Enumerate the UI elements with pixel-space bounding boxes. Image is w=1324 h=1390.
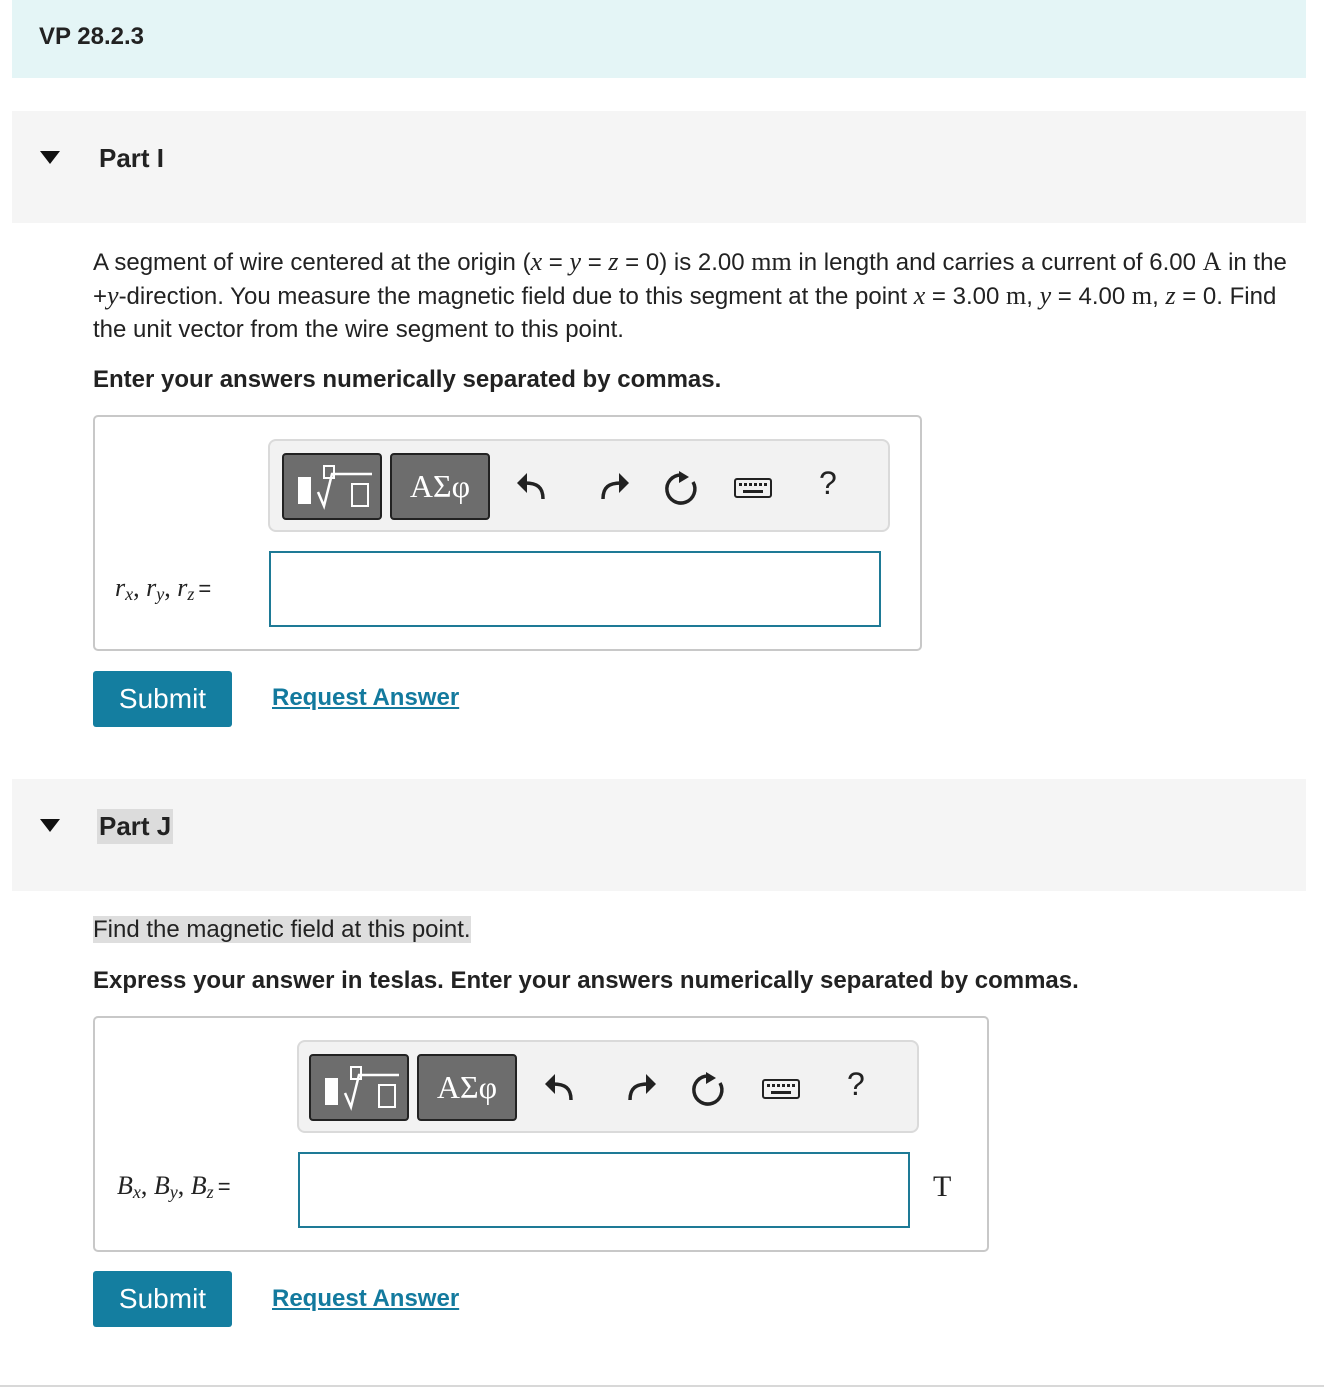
part-i-math-toolbar bbox=[268, 439, 890, 532]
bottom-divider bbox=[0, 1385, 1324, 1387]
redo-icon[interactable] bbox=[620, 1070, 660, 1110]
help-button[interactable]: ? bbox=[847, 1066, 865, 1102]
undo-icon[interactable] bbox=[541, 1070, 581, 1110]
collapse-triangle-icon[interactable] bbox=[40, 819, 60, 832]
part-i-answer-input[interactable] bbox=[269, 551, 881, 627]
part-j-math-toolbar bbox=[297, 1040, 919, 1133]
symbols-button[interactable]: ΑΣφ bbox=[390, 453, 490, 520]
reset-icon[interactable] bbox=[688, 1070, 728, 1110]
part-j-instruction: Express your answer in teslas. Enter your answers numerically separated by commas. bbox=[93, 967, 1079, 994]
part-j-request-answer-link[interactable]: Request Answer bbox=[272, 1285, 460, 1312]
part-j-answer-label: $B_x$, $B_y$, $B_z$ = bbox=[117, 1171, 231, 1203]
part-j-answer-input[interactable] bbox=[298, 1152, 910, 1228]
reset-icon[interactable] bbox=[661, 469, 701, 509]
templates-button[interactable] bbox=[282, 453, 382, 520]
part-i-answer-label: $r_x$, $r_y$, $r_z$ = bbox=[115, 573, 212, 605]
part-i-header[interactable] bbox=[12, 111, 1306, 223]
part-i-instruction: Enter your answers numerically separated by commas. bbox=[93, 366, 722, 393]
part-i-title: Part I bbox=[99, 143, 165, 173]
part-j-submit-button[interactable]: Submit bbox=[93, 1271, 232, 1327]
keyboard-icon[interactable] bbox=[733, 469, 773, 509]
part-i-answer-box bbox=[93, 415, 922, 651]
problem-title-bar bbox=[12, 0, 1306, 78]
symbols-button[interactable]: ΑΣφ bbox=[417, 1054, 517, 1121]
collapse-triangle-icon[interactable] bbox=[40, 151, 60, 164]
part-j-title: Part J bbox=[97, 809, 173, 844]
keyboard-icon[interactable] bbox=[761, 1070, 801, 1110]
help-button[interactable]: ? bbox=[819, 465, 837, 501]
part-j-question: Find the magnetic field at this point. bbox=[93, 916, 471, 943]
undo-icon[interactable] bbox=[513, 469, 553, 509]
templates-button[interactable] bbox=[309, 1054, 409, 1121]
part-i-submit-button[interactable]: Submit bbox=[93, 671, 232, 727]
part-j-header[interactable] bbox=[12, 779, 1306, 891]
part-j-unit: T bbox=[933, 1170, 952, 1203]
part-i-request-answer-link[interactable]: Request Answer bbox=[272, 684, 460, 711]
redo-icon[interactable] bbox=[593, 469, 633, 509]
part-j-answer-box bbox=[93, 1016, 989, 1252]
problem-title: VP 28.2.3 bbox=[39, 23, 144, 50]
part-i-question: A segment of wire centered at the origin (x = y = z = 0) is 2.00 mm in length and carries a current of 6.00 A in the +y-direction. You measure the magnetic field due to this segment at the point x = 3.00 m, y = 4.00 m, z = 0. Find the unit vector from the wire segment to this point. bbox=[93, 247, 1287, 343]
